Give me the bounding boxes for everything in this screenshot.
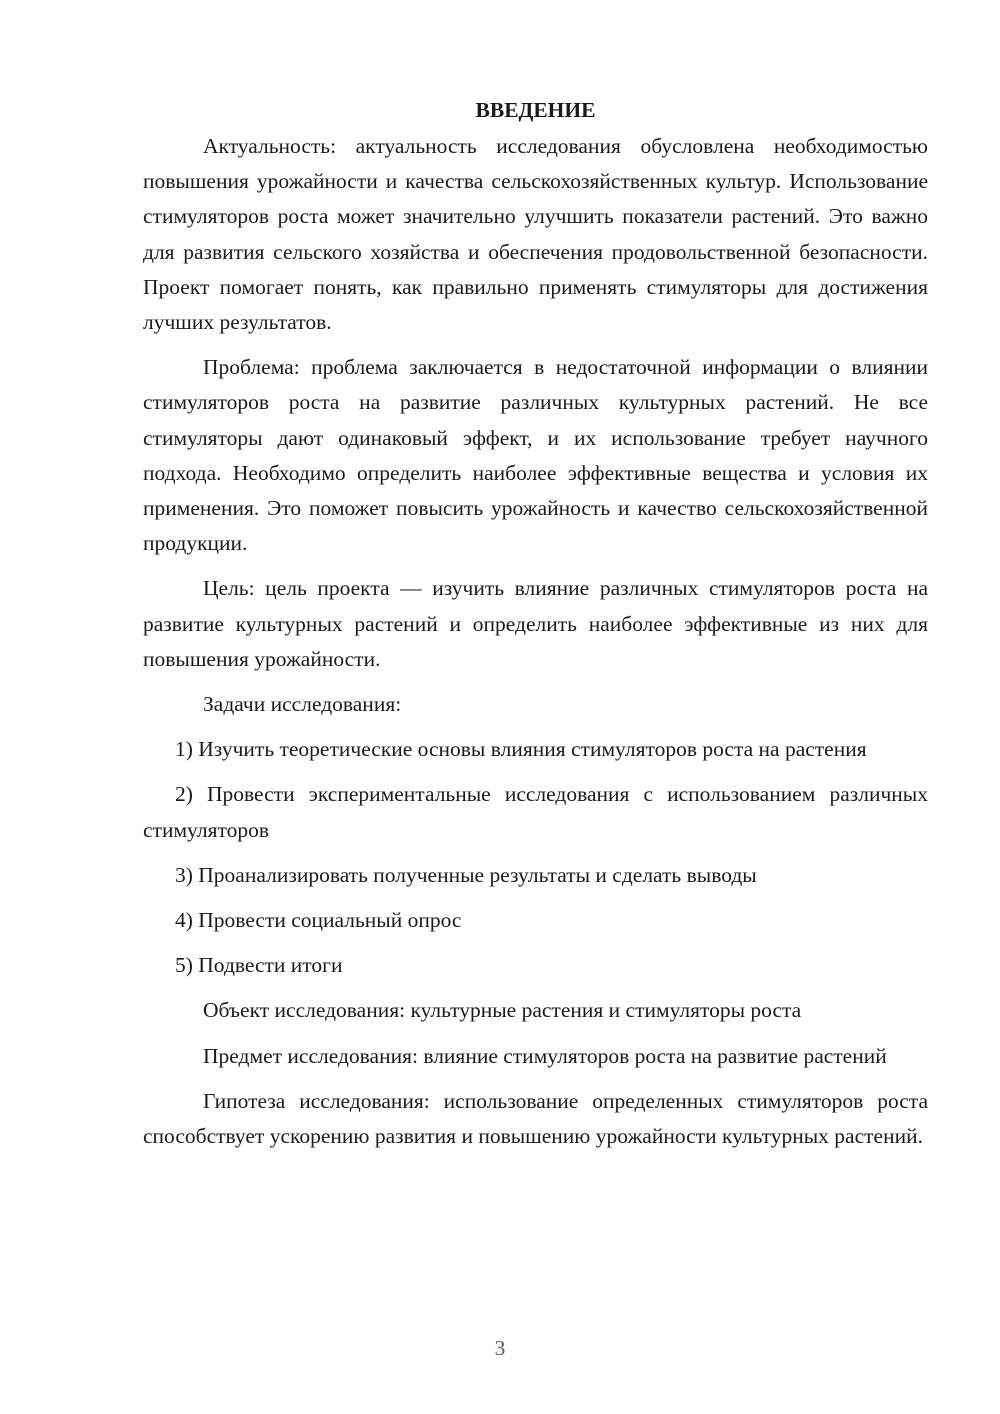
task-item-5: 5) Подвести итоги [175, 953, 343, 978]
paragraph-object: Объект исследования: культурные растения и стимуляторы роста [203, 998, 802, 1023]
paragraph-problem: Проблема: проблема заключается в недостаточной информации о влиянии стимуляторов роста на развитие различных культурных растений. Не все стимуляторы дают одинаковый эффект, и их использование требует научного подхода. Необходимо определить наиболее эффективные вещества и условия их применения. Это поможет повысить урожайность и качество сельскохозяйственной продукции. [143, 355, 928, 556]
document-title: ВВЕДЕНИЕ [475, 98, 596, 122]
paragraph-hypothesis: Гипотеза исследования: использование определенных стимуляторов роста способствует ускорению развития и повышению урожайности культурных растений. [143, 1088, 928, 1149]
page-number: 3 [494, 1336, 506, 1360]
task-item-1: 1) Изучить теоретические основы влияния стимуляторов роста на растения [175, 737, 867, 762]
paragraph-subject: Предмет исследования: влияние стимуляторов роста на развитие растений [203, 1043, 887, 1068]
tasks-heading: Задачи исследования: [203, 692, 402, 717]
paragraph-relevance: Актуальность: актуальность исследования обусловлена необходимостью повышения урожайности и качества сельскохозяйственных культур. Использование стимуляторов роста может значительно улучшить показатели растений. Это важно для развития сельского хозяйства и обеспечения продовольственной безопасности. Проект помогает понять, как правильно применять стимуляторы для достижения лучших результатов. [143, 134, 928, 335]
paragraph-goal: Цель: цель проекта — изучить влияние различных стимуляторов роста на развитие культурных растений и определить наиболее эффективные из них для повышения урожайности. [143, 576, 928, 671]
task-item-2: 2) Провести экспериментальные исследования с использованием различных стимуляторов [143, 782, 928, 842]
task-item-4: 4) Провести социальный опрос [175, 908, 462, 933]
document-page [143, 93, 928, 1154]
task-item-3: 3) Проанализировать полученные результаты и сделать выводы [175, 862, 757, 887]
